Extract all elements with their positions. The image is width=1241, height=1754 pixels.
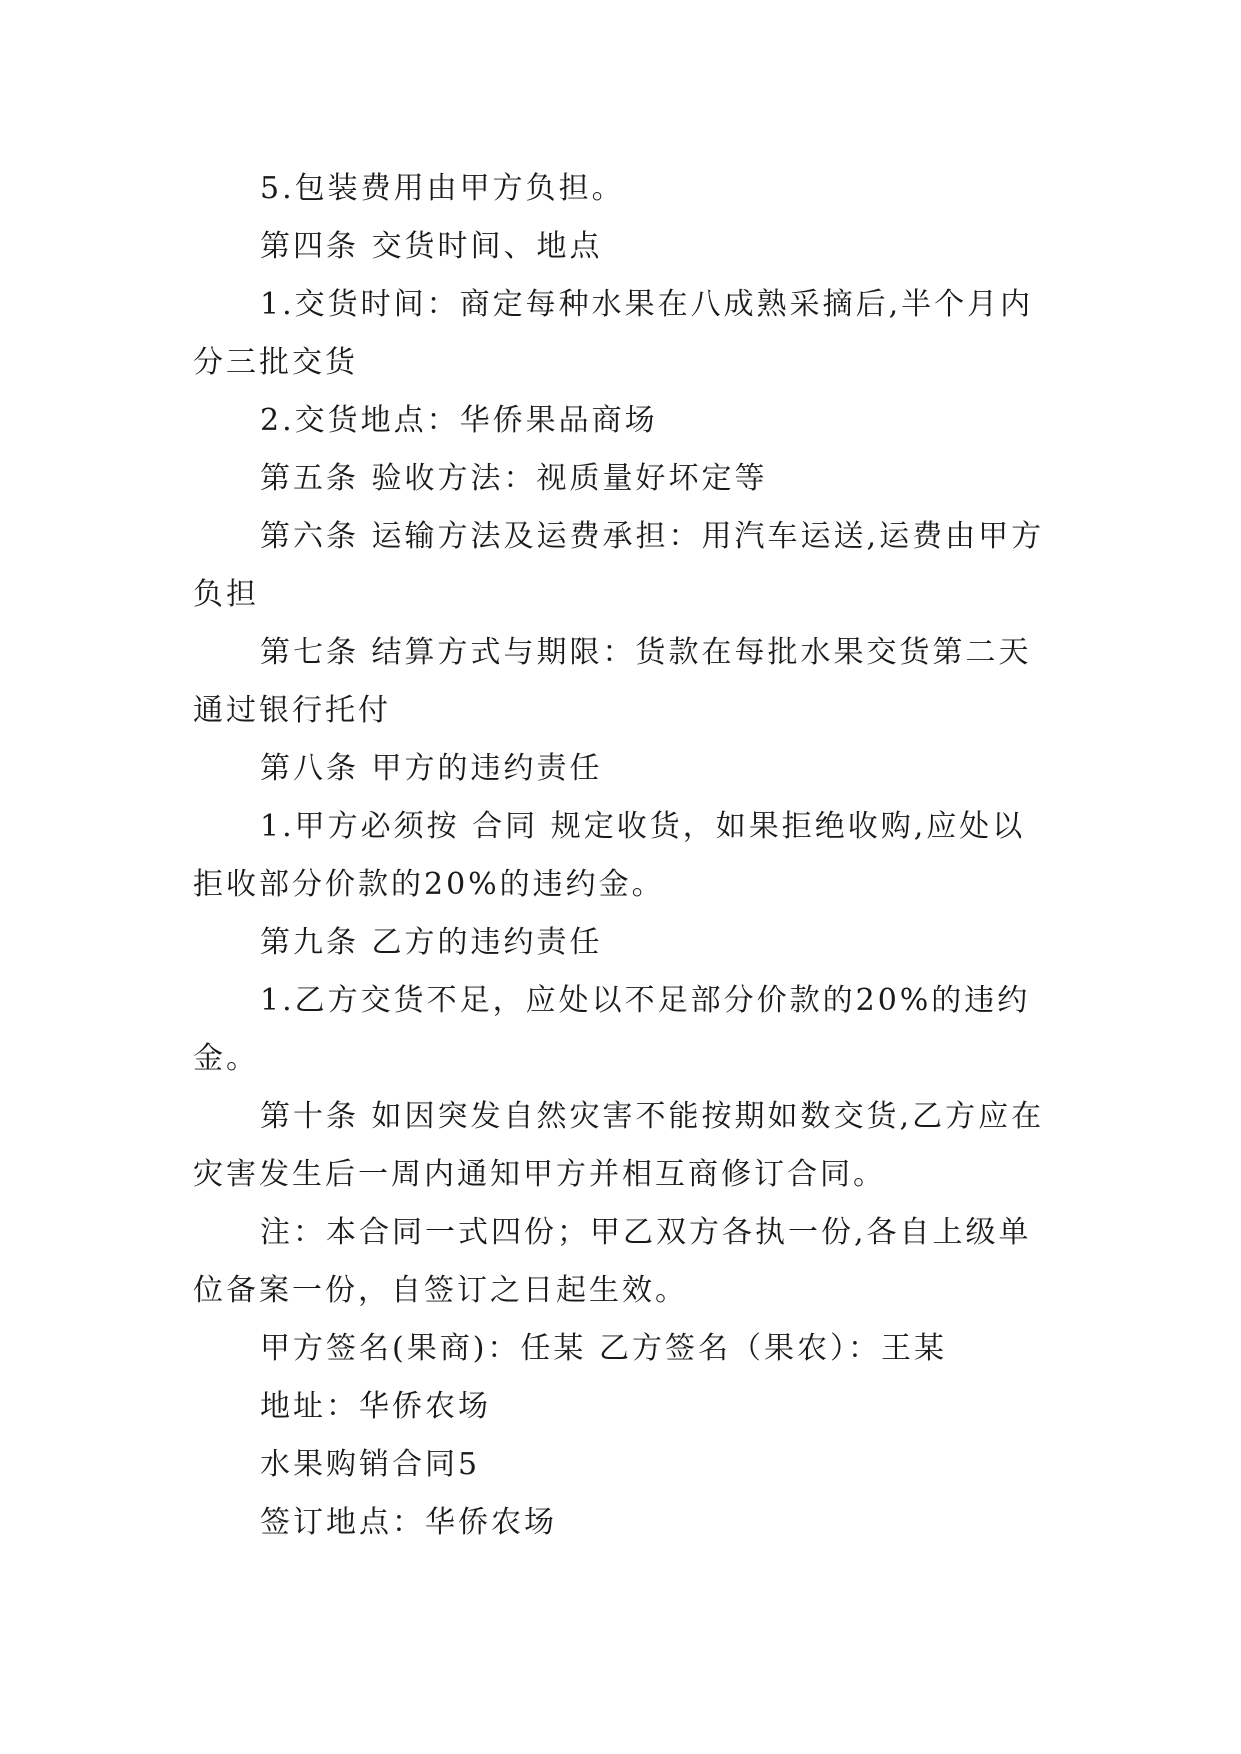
- article-7-settlement: 第七条 结算方式与期限：货款在每批水果交货第二天通过银行托付: [193, 635, 1032, 728]
- paragraph-party-b-breach: 1.乙方交货不足，应处以不足部分价款的20%的违约金。: [193, 983, 1031, 1076]
- paragraph-signatures: 甲方签名(果商)：任某 乙方签名（果农）：王某: [260, 1331, 947, 1366]
- paragraph-delivery-time: 1.交货时间：商定每种水果在八成熟采摘后,半个月内分三批交货: [193, 287, 1034, 380]
- article-10-force-majeure: 第十条 如因突发自然灾害不能按期如数交货,乙方应在灾害发生后一周内通知甲方并相互商修订合同。: [193, 1099, 1045, 1192]
- paragraph-signing-place: 签订地点：华侨农场: [260, 1505, 557, 1540]
- article-6-transport: 第六条 运输方法及运费承担：用汽车运送,运费由甲方负担: [193, 519, 1045, 612]
- paragraph-address: 地址：华侨农场: [260, 1389, 491, 1424]
- paragraph-note: 注：本合同一式四份；甲乙双方各执一份,各自上级单位备案一份，自签订之日起生效。: [193, 1215, 1032, 1308]
- paragraph-delivery-place: 2.交货地点：华侨果品商场: [260, 403, 658, 438]
- paragraph-party-a-breach: 1.甲方必须按 合同 规定收货，如果拒绝收购,应处以拒收部分价款的20%的违约金。: [193, 809, 1026, 902]
- paragraph-contract-title: 水果购销合同5: [260, 1447, 481, 1482]
- article-4-heading: 第四条 交货时间、地点: [260, 229, 603, 264]
- document-body: [193, 160, 1055, 1552]
- article-9-heading: 第九条 乙方的违约责任: [260, 925, 603, 960]
- article-5-inspection: 第五条 验收方法：视质量好坏定等: [260, 461, 768, 496]
- paragraph-packaging-fee: 5.包装费用由甲方负担。: [260, 171, 625, 206]
- article-8-heading: 第八条 甲方的违约责任: [260, 751, 603, 786]
